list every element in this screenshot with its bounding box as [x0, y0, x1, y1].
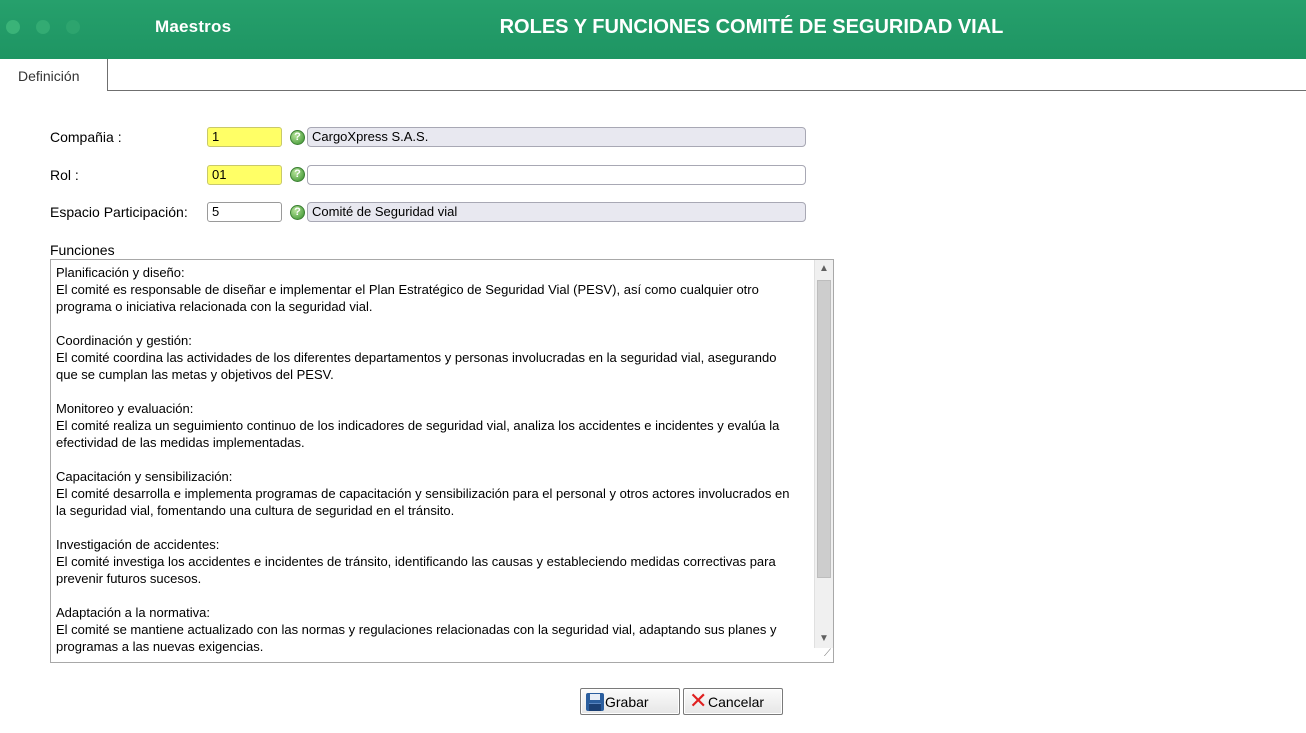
role-code-input[interactable]: 01 [207, 165, 282, 185]
role-description-field[interactable] [307, 165, 806, 185]
save-button-label: Grabar [605, 693, 649, 710]
space-description-field: Comité de Seguridad vial [307, 202, 806, 222]
scroll-down-icon[interactable]: ▼ [819, 633, 829, 644]
cancel-button[interactable] [683, 688, 783, 715]
role-label: Rol : [50, 167, 79, 183]
company-code-input[interactable]: 1 [207, 127, 282, 147]
help-icon[interactable]: ? [290, 167, 305, 182]
vertical-scrollbar[interactable] [814, 260, 833, 648]
save-button[interactable] [580, 688, 680, 715]
help-icon[interactable]: ? [290, 130, 305, 145]
title-bar [0, 0, 1306, 59]
page-title: ROLES Y FUNCIONES COMITÉ DE SEGURIDAD VIAL [499, 16, 1004, 38]
functions-text[interactable]: Planificación y diseño: El comité es responsable de diseñar e implementar el Plan Estratégico de Seguridad Vial (PESV), así como cualquier otro programa o iniciativa relacionada con la seguridad vial. Coordinación y gestión: El comité coordina las actividades de los diferentes departamentos y personas involucradas en la seguridad vial, asegurando que se cumplan las metas y objetivos del PESV. Monitoreo y evaluación: El comité realiza un seguimiento continuo de los indicadores de seguridad vial, analiza los accidentes e incidentes y evalúa la efectividad de las medidas implementadas. Capacitación y sensibilización: El comité desarrolla e implementa programas de capacitación y sensibilización para el personal y otros actores involucrados en la seguridad vial, fomentando una cultura de seguridad en el tránsito. Investigación de accidentes: El comité investiga los accidentes e incidentes de tránsito, identificando las causas y estableciendo medidas correctivas para prevenir futuros sucesos. Adaptación a la normativa: El comité se mantiene actualizado con las normas y regulaciones relacionadas con la seguridad vial, adaptando sus planes y programas a las nuevas exigencias. [56, 265, 790, 654]
help-icon[interactable]: ? [290, 205, 305, 220]
tab-bar [0, 59, 1306, 91]
floppy-disk-icon [585, 692, 605, 712]
company-description-field: CargoXpress S.A.S. [307, 127, 806, 147]
tab-definicion[interactable]: Definición [0, 59, 108, 91]
space-code-input[interactable]: 5 [207, 202, 282, 222]
active-tab-indicator [0, 90, 107, 92]
space-label: Espacio Participación: [50, 204, 188, 220]
scroll-thumb[interactable] [817, 280, 831, 578]
red-x-icon: ✕ [689, 687, 708, 713]
resize-grip-icon[interactable]: ⟋ [824, 648, 831, 659]
scroll-up-icon[interactable]: ▲ [819, 263, 829, 274]
company-label: Compañia : [50, 129, 122, 145]
functions-textarea[interactable] [50, 259, 834, 663]
functions-label: Funciones [50, 242, 115, 258]
cancel-button-label: Cancelar [708, 693, 765, 710]
module-name: Maestros [155, 17, 232, 36]
